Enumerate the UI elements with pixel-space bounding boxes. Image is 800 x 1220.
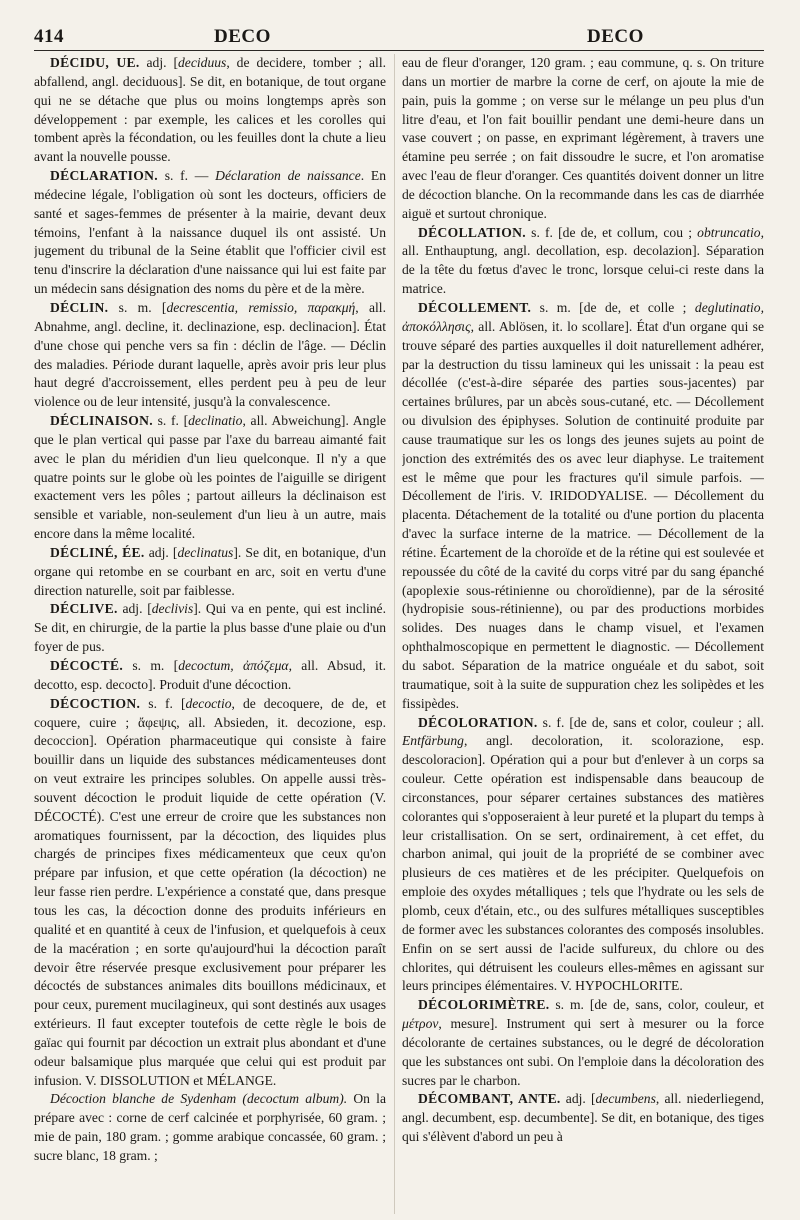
entry-headword: DÉCOLLATION. (418, 224, 526, 240)
running-head-left: DECO (214, 26, 271, 47)
dictionary-entry (34, 600, 386, 657)
dictionary-entry (34, 412, 386, 544)
entry-etymology: declinatus (177, 544, 234, 560)
entry-headword: DÉCOLORATION. (418, 714, 538, 730)
entry-etymology: Déclaration de naissance (215, 168, 361, 184)
entry-grammar: s. f. [de de, sans et color, couleur ; all. (537, 714, 764, 730)
column-divider (394, 54, 395, 1214)
entry-headword: DÉCLIVE. (50, 601, 118, 617)
entry-body: , all. Enthauptung, angl. decollation, esp. decolazion]. Séparation de la tête du fœtus d'avec le tronc, lorsque celui-ci reste dans la matrice. (402, 224, 764, 297)
entry-grammar: s. m. [de de, sans, color, couleur, et (549, 997, 764, 1013)
entry-headword: DÉCLARATION. (50, 168, 158, 184)
entry-headword: DÉCOLORIMÈTRE. (418, 997, 550, 1013)
entry-body: , angl. decoloration, it. scolorazione, esp. descoloracion]. Opération qui a pour but d'enlever à un corps sa couleur. Cette opération est indispensable dans beaucoup de circonstances, pour séparer certaines substances des matières colorantes qui s'opposeraient à leur pureté et la plupart du temps à leur cristallisation. On se sert, ordinairement, à cet effet, du charbon animal, qui jouit de la propriété de se combiner avec plusieurs de ces matières et de les précipiter. Quelquefois on emploie des oxydes métalliques ; tels que l'hydrate ou les sels de plomb, ceux d'étain, etc., ou des sulfures métalliques susceptibles de former avec les substances colorantes des composés insolubles. Enfin on se sert aussi de l'acide sulfureux, du chlore ou des chlorites, qui détruisent les couleurs elles-mêmes en agissant sur leurs principes élémentaires. V. HYPOCHLORITE. (402, 733, 764, 994)
entry-headword: DÉCOCTÉ. (50, 658, 124, 673)
dictionary-entry (402, 996, 764, 1090)
entry-body: , all. Abweichung]. Angle que le plan vertical qui passe par l'axe du barreau aimanté fait avec le plan du méridien d'un lieu quelconque. Il n'y a que quatre points sur le globe où les pointes de l'aiguille se dirigent exactement vers les pôles ; partout ailleurs la déclinaison est sensible et variable, non-seulement d'un lieu à un autre, mais encore dans la même localité. (34, 413, 386, 542)
dictionary-entry (402, 714, 764, 997)
dictionary-entry (34, 299, 386, 412)
entry-headword: DÉCLIN. (50, 299, 109, 315)
entry-headword: DÉCOCTION. (50, 695, 141, 711)
entry-body: , all. Ablösen, it. lo scollare]. État d'un organe qui se trouve séparé des parties auxquelles il doit naturellement adhérer, par la destruction du tissu lamineux qui les unissait : la peau est décollée (c'est-à-dire séparée des parties sous-jacentes) par certaines brûlures, par un abcès sous-cutané, etc. — Décollement ou divulsion des épiphyses. Solution de continuité produite par cause traumatique sur les os longs des jeunes sujets au point de jonction des extrémités des os avec leur diaphyse. Le traitement est le même que pour les fractures qu'il simule parfois. — Décollement de l'iris. V. IRIDODYALISE. — Décollement du placenta. Détachement de la totalité ou d'une portion du placenta d'avec la surface interne de la matrice. — Décollement de la rétine. Écartement de la choroïde et de la rétine qui est soulevée et repoussée du côté de la cavité du corps vitré par du sang épanché (apoplexie sous-rétinienne ou choroïdienne), par de la sérosité (hydropisie sous-rétinienne), ou par des productions morbides solides. Des nuages dans le champ visuel, et l'examen ophthalmoscopique en permettent le diagnostic. — Décollement du sabot. Séparation de la matrice onguéale et du sabot, soit traumatique, soit à la suite de suppuration chez les solipèdes et les fissipèdes. (402, 318, 764, 711)
entry-etymology: deciduus (178, 55, 227, 70)
entry-grammar: s. f. [de de, et collum, cou ; (525, 224, 698, 240)
entry-grammar: s. f. — (157, 168, 216, 184)
dictionary-entry (402, 54, 764, 224)
dictionary-entry (402, 299, 764, 714)
entry-grammar: s. m. [ (123, 658, 179, 673)
entry-body: ]. Se dit, en botanique, d'un organe qui retombe en se courbant en arc, soit en vertu d'une direction naturelle, soit par faiblesse. (34, 544, 386, 598)
right-column (402, 54, 764, 1214)
entry-body: , all. Absud, it. decotto, esp. decocto]. Produit d'une décoction. (34, 658, 386, 692)
entry-grammar: adj. [ (144, 544, 178, 560)
entry-body: , all. niederliegend, angl. decumbent, esp. decumbente]. Se dit, en botanique, des tiges qui s'élèvent d'abord un peu à (402, 1091, 764, 1145)
entry-grammar: s. f. [ (152, 413, 189, 429)
entry-body: eau de fleur d'oranger, 120 gram. ; eau commune, q. s. On triture dans un mortier de marbre la corne de cerf, on ajoute la mie de pain, puis la gomme ; on verse sur le mélange un peu plus d'un litre d'eau, et l'on fait bouillir pendant une demi-heure dans un vase couvert ; on passe, en exprimant légèrement, à travers une étamine peu serrée ; on fait dissoudre le sucre, et l'on aromatise avec l'eau de fleur d'oranger. Ces quantités doivent donner un litre de décoction blanche. On la recommande dans les cas de diarrhée aiguë et surtout chronique. (402, 55, 764, 221)
page-number: 414 (34, 26, 64, 47)
dictionary-entry (34, 167, 386, 299)
dictionary-entry (34, 54, 386, 167)
entry-etymology: declinatio (188, 413, 243, 429)
dictionary-entry (402, 224, 764, 299)
entry-etymology: decoctio (185, 695, 232, 711)
entry-etymology: Décoction blanche de Sydenham (decoctum album). (50, 1091, 348, 1107)
entry-etymology: decoctum, ἀπόζεμα (178, 658, 289, 673)
entry-headword: DÉCOMBANT, ANTE. (418, 1091, 561, 1107)
header-rule (34, 50, 764, 51)
entry-etymology: decumbens (595, 1091, 656, 1107)
entry-headword: DÉCLINÉ, ÉE. (50, 544, 145, 560)
entry-body: , all. Abnahme, angl. decline, it. declinazione, esp. declinacion]. État d'une chose qui penche vers sa fin : déclin de l'âge. — Déclin des maladies. Période durant laquelle, après avoir pris leur plus haut degré d'accroissement, elles perdent peu à peu de leur violence ou de leur intensité, jusqu'à la convalescence. (34, 299, 386, 410)
dictionary-entry (34, 544, 386, 601)
dictionary-entry (402, 1090, 764, 1147)
dictionary-entry (34, 1090, 386, 1165)
entry-headword: DÉCIDU, UE. (50, 55, 140, 70)
entry-grammar: s. f. [ (140, 695, 186, 711)
dictionary-entry (34, 695, 386, 1091)
entry-grammar: adj. [ (560, 1091, 596, 1107)
entry-grammar: s. m. [ (108, 299, 167, 315)
entry-body: , de decidere, tomber ; all. abfallend, angl. deciduous]. Se dit, en botanique, de tout organe qui ne se détache que plus ou moins longtemps après son développement : par exemple, les calices et les corolles qui tombent après la fécondation, ou les feuilles dont la chute a lieu avant la nouvelle pousse. (34, 55, 386, 165)
entry-headword: DÉCLINAISON. (50, 413, 153, 429)
entry-etymology: μέτρον (402, 1016, 439, 1032)
dictionary-entry (34, 657, 386, 695)
entry-grammar: adj. [ (117, 601, 152, 617)
entry-body: ]. Qui va en pente, qui est incliné. Se dit, en chirurgie, de la partie la plus basse d'une plaie ou d'un foyer de pus. (34, 601, 386, 655)
entry-etymology: obtruncatio (697, 224, 761, 240)
running-head-right: DECO (587, 26, 644, 47)
page-header (34, 26, 764, 50)
entry-etymology: Entfärbung (402, 733, 464, 749)
entry-body: . En médecine légale, l'obligation où sont les docteurs, officiers de santé et sages-femmes de présenter à la mairie, devant deux témoins, l'enfant à la naissance duquel ils ont assisté. Un jugement du tribunal de la Seine établit que l'officier civil est tenu d'inscrire la déclaration d'une naissance qui lui est faite par un médecin sans désignation des noms du père et de la mère. (34, 168, 386, 297)
entry-etymology: decrescentia, remissio, παρακμή (166, 299, 356, 315)
entry-body: , mesure]. Instrument qui sert à mesurer ou la force décolorante de certaines substances, ou le degré de décoloration que les substances ont subi. On l'emploie dans la décoloration des sucres par le charbon. (402, 1016, 764, 1088)
entry-grammar: adj. [ (139, 55, 178, 70)
entry-grammar: s. m. [de de, et colle ; (531, 299, 695, 315)
entry-body: On la prépare avec : corne de cerf calcinée et porphyrisée, 60 gram. ; mie de pain, 180 gram. ; gomme arabique concassée, 60 gram. ; sucre blanc, 18 gram. ; (34, 1091, 386, 1163)
entry-body: , de decoquere, de de, et coquere, cuire ; ἄφεψις, all. Absieden, it. decozione, esp. decoccion]. Opération pharmaceutique qui consiste à faire bouillir dans un liquide des substances médicamenteuses dont on veut extraire les principes solubles. On appelle aussi très-souvent décoction le produit liquide de cette opération (V. DÉCOCTÉ). C'est une erreur de croire que les substances non aromatiques fournissent, par la décoction, des liquides plus chargés de principes fixes médicamenteux que ceux qu'on prépare par infusion, et que cette opération (la décoction) ne leur fasse rien perdre. L'expérience a constaté que, dans presque tous les cas, la décoction donne des produits inférieurs en qualité et en quantité à ceux de l'infusion, et quelquefois à ceux de la macération ; en sorte qu'aujourd'hui la décoction paraît devoir être réservée presque exclusivement pour préparer les décoctés de substances animales dits bouillons médicinaux, et pour ceux, purement mucilagineux, qui sont destinés aux usages extérieurs. Il faut excepter toutefois de cette règle le bois de gaïac qui fournit par décoction un extrait plus abondant et d'une odeur balsamique plus marquée que celui qui est produit par infusion. V. DISSOLUTION et MÉLANGE. (34, 695, 386, 1088)
entry-etymology: declivis (151, 601, 194, 617)
entry-etymology: deglutinatio, ἀποκόλλησις (402, 299, 764, 334)
left-column (34, 54, 386, 1214)
entry-headword: DÉCOLLEMENT. (418, 299, 532, 315)
